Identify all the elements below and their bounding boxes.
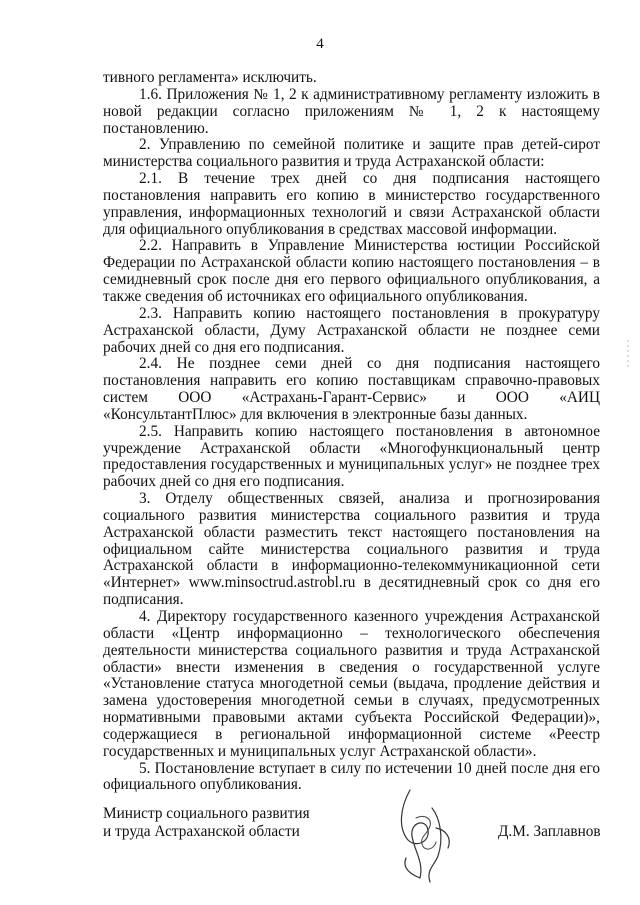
paragraph-continuation: тивного регламента» исключить. [103,69,317,86]
page-number: 4 [316,36,324,52]
signatory-title-line1: Министр социального развития [103,805,310,822]
paragraph-2-2: 2.2. Направить в Управление Министерства юстиции Российской Федерации по Астраханской области копию настоящего постановления – в семидневный срок после дня его первого официального опубликования, а также сведения об источниках его официального опубликования. [103,237,600,305]
signatory-title [103,805,310,841]
paragraph-2-5: 2.5. Направить копию настоящего постановления в автономное учреждение Астраханской области «Многофункциональный центр предоставления государственных и муниципальных услуг» не позднее трех рабочих дней со дня его подписания. [103,422,600,491]
signatory-name: Д.М. Заплавнов [498,823,601,840]
handwritten-signature [380,778,470,888]
paragraph-2-4: 2.4. Не позднее семи дней со дня подписания настоящего постановления направить его копию поставщикам справочно-правовых систем ООО «Астрахань-Гарант-Сервис» и ООО «АИЦ «КонсультантПлюс» для включения в электронные базы данных. [103,355,600,423]
paragraph-5: 5. Постановление вступает в силу по истечении 10 дней после дня его официального опубликования. [103,759,600,794]
paragraph-2-1: 2.1. В течение трех дней со дня подписания настоящего постановления направить его копию в министерство государственного управления, информационных технологий и связи Астраханской области для официального опубликования в средствах массовой информации. [103,170,600,238]
margin-mark [626,340,630,370]
signatory-title-line2: и труда Астраханской области [103,823,300,840]
paragraph-4: 4. Директору государственного казенного учреждения Астраханской области «Центр информационно – технологического обеспечения деятельности министерства социального развития и труда Астраханской области» внести изменения в сведения о государственной услуге «Установление статуса многодетной семьи (выдача, продление действия и замена удостоверения многодетной семьи в случаях, предусмотренных нормативными правовыми актами субъекта Российской Федерации)», содержащиеся в региональной информационной системе «Реестр государственных и муниципальных услуг Астраханской области». [103,608,600,760]
paragraph-2-3: 2.3. Направить копию настоящего постановления в прокуратуру Астраханской области, Думу Астраханской области не позднее семи рабочих дней со дня его подписания. [103,304,600,356]
paragraph-1-6: 1.6. Приложения № 1, 2 к административному регламенту изложить в новой редакции согласно приложениям № 1, 2 к настоящему постановлению. [103,85,600,137]
paragraph-3: 3. Отделу общественных связей, анализа и прогнозирования социального развития министерства социального развития и труда Астраханской области разместить текст настоящего постановления на официальном сайте министерства социального развития и труда Астраханской области в информационно-телекоммуникационной сети «Интернет» www.minsoctrud.astrobl.ru в десятидневный срок со дня его подписания. [103,490,600,609]
document-body [103,70,600,794]
paragraph-2: 2. Управлению по семейной политике и защите прав детей-сирот министерства социального развития и труда Астраханской области: [103,136,600,171]
